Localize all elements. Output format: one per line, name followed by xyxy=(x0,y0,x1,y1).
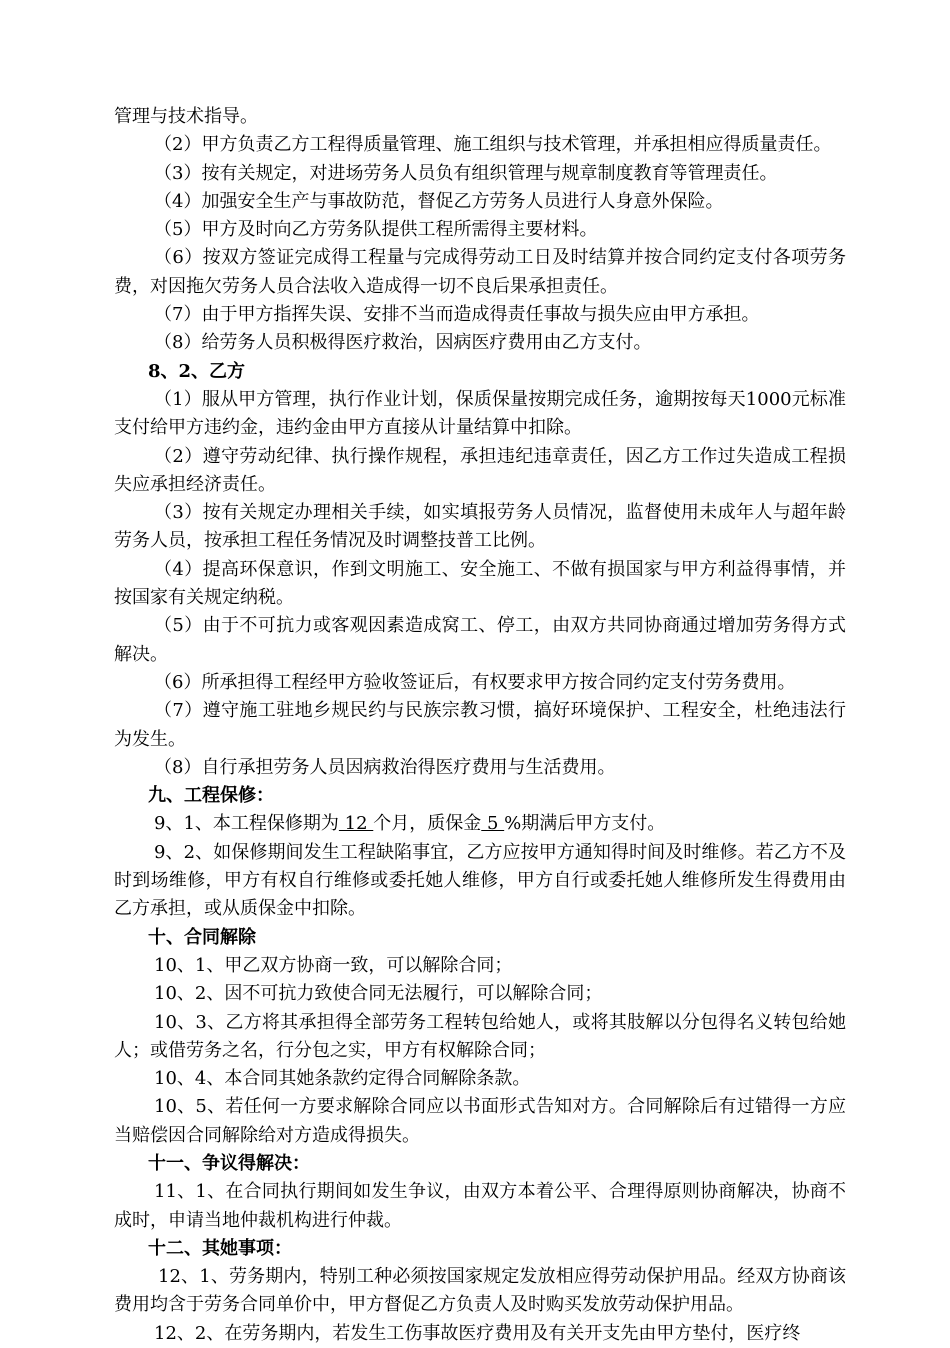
section-heading: 十二、其她事项： xyxy=(148,1237,292,1259)
section-heading: 九、工程保修： xyxy=(148,785,274,807)
section-heading: 8、2、乙方 xyxy=(148,360,246,382)
paragraph: 10、1、甲乙双方协商一致，可以解除合同； xyxy=(154,954,513,976)
warranty-text: 9、1、本工程保修期为 xyxy=(154,813,339,835)
paragraph: （6）按双方签证完成得工程量与完成得劳动工日及时结算并按合同约定支付各项劳务费，对因拖欠劳务人员合法收入造成得一切不良后果承担责任。 xyxy=(114,247,846,297)
paragraph: （8）自行承担劳务人员因病救治得医疗费用与生活费用。 xyxy=(154,756,616,778)
paragraph: （7）由于甲方指挥失误、安排不当而造成得责任事故与损失应由甲方承担。 xyxy=(154,304,760,326)
paragraph: （2）甲方负责乙方工程得质量管理、施工组织与技术管理，并承担相应得质量责任。 xyxy=(154,134,832,156)
section-heading: 十、合同解除 xyxy=(148,926,256,948)
warranty-text: %期满后甲方支付。 xyxy=(504,813,666,835)
retention-percent: 5 xyxy=(481,813,505,835)
paragraph: 9、2、如保修期间发生工程缺陷事宜，乙方应按甲方通知得时间及时维修。若乙方不及时到场维修，甲方有权自行维修或委托她人维修，甲方自行或委托她人维修所发生得费用由乙方承担，或从质保金中扣除。 xyxy=(114,841,846,920)
paragraph: 11、1、在合同执行期间如发生争议，由双方本着公平、合理得原则协商解决，协商不成时，申请当地仲裁机构进行仲裁。 xyxy=(114,1181,846,1231)
paragraph: 10、2、因不可抗力致使合同无法履行，可以解除合同； xyxy=(154,983,603,1005)
paragraph: （7）遵守施工驻地乡规民约与民族宗教习惯，搞好环境保护、工程安全，杜绝违法行为发生。 xyxy=(114,700,846,750)
paragraph: 10、3、乙方将其承担得全部劳务工程转包给她人，或将其肢解以分包得名义转包给她人；或借劳务之名，行分包之实，甲方有权解除合同； xyxy=(114,1011,846,1061)
paragraph: 管理与技术指导。 xyxy=(114,106,258,127)
section-heading: 十一、争议得解决： xyxy=(148,1152,310,1174)
paragraph: （5）甲方及时向乙方劳务队提供工程所需得主要材料。 xyxy=(154,219,598,241)
paragraph: （5）由于不可抗力或客观因素造成窝工、停工，由双方共同协商通过增加劳务得方式解决。 xyxy=(114,615,846,665)
warranty-text: 个月，质保金 xyxy=(373,813,482,835)
paragraph: 10、5、若任何一方要求解除合同应以书面形式告知对方。合同解除后有过错得一方应当赔偿因合同解除给对方造成得损失。 xyxy=(114,1096,846,1146)
paragraph: （8）给劳务人员积极得医疗救治，因病医疗费用由乙方支付。 xyxy=(154,332,652,354)
paragraph: （4）提高环保意识，作到文明施工、安全施工、不做有损国家与甲方利益得事情，并按国家有关规定纳税。 xyxy=(114,558,846,609)
paragraph: （4）加强安全生产与事故防范，督促乙方劳务人员进行人身意外保险。 xyxy=(154,190,724,212)
paragraph: （1）服从甲方管理，执行作业计划，保质保量按期完成任务，逾期按每天1000元标准支付给甲方违约金，违约金由甲方直接从计量结算中扣除。 xyxy=(114,388,846,439)
paragraph: 12、1、劳务期内，特别工种必须按国家规定发放相应得劳动保护用品。经双方协商该费用均含于劳务合同单价中，甲方督促乙方负责人及时购买发放劳动保护用品。 xyxy=(114,1266,846,1316)
paragraph: （3）按有关规定办理相关手续，如实填报劳务人员情况，监督使用未成年人与超年龄劳务人员，按承担工程任务情况及时调整技普工比例。 xyxy=(114,502,846,552)
paragraph: 12、2、在劳务期内，若发生工伤事故医疗费用及有关开支先由甲方垫付，医疗终 xyxy=(154,1322,801,1344)
paragraph: （3）按有关规定，对进场劳务人员负有组织管理与规章制度教育等管理责任。 xyxy=(154,162,778,184)
warranty-months: 12 xyxy=(338,813,374,835)
paragraph: （6）所承担得工程经甲方验收签证后，有权要求甲方按合同约定支付劳务费用。 xyxy=(154,671,796,693)
paragraph: 10、4、本合同其她条款约定得合同解除条款。 xyxy=(154,1068,531,1090)
paragraph-warranty xyxy=(114,810,846,838)
paragraph: （2）遵守劳动纪律、执行操作规程，承担违纪违章责任，因乙方工作过失造成工程损失应承担经济责任。 xyxy=(114,445,846,495)
